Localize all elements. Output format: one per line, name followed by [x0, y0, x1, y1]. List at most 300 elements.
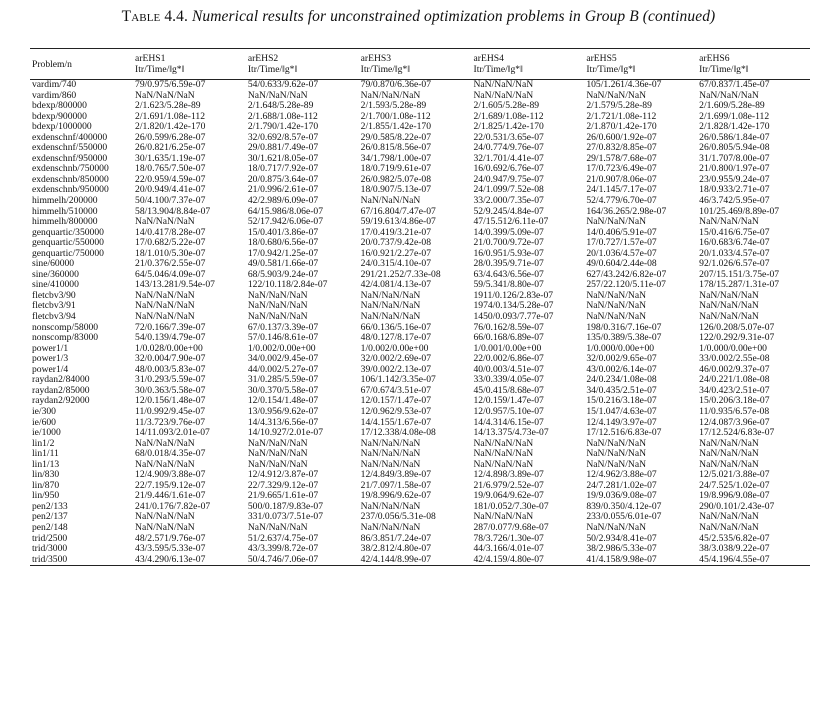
result-cell: 233/0.055/6.01e-07 [586, 512, 662, 523]
problem-cell: power1/4 [32, 364, 69, 375]
result-cell: NaN/NaN/NaN [699, 217, 759, 228]
result-cell: NaN/NaN/NaN [586, 90, 647, 101]
result-cell: 17/0.723/6.49e-07 [586, 164, 657, 175]
result-cell: 49/0.604/2.44e-08 [586, 259, 657, 270]
result-cell: NaN/NaN/NaN [699, 301, 759, 312]
result-cell: NaN/NaN/NaN [135, 290, 195, 301]
table-row [30, 449, 810, 460]
problem-cell: trid/3000 [32, 544, 68, 555]
result-cell: 43/3.399/8.72e-07 [247, 544, 319, 555]
result-cell: 2/1.623/5.28e-89 [135, 101, 201, 112]
problem-cell: fletcbv3/94 [32, 312, 76, 323]
column-header-name: arEHS3 [360, 53, 392, 64]
result-cell: 38/2.812/4.80e-07 [360, 544, 432, 555]
result-cell: 59/5.341/8.80e-07 [473, 280, 544, 291]
column-header-subtitle: Itr/Time/‖g*‖ [360, 64, 410, 75]
result-cell: 12/0.154/1.48e-07 [247, 396, 319, 407]
result-cell: NaN/NaN/NaN [135, 459, 195, 470]
table-row [30, 301, 810, 312]
problem-cell: ie/1000 [32, 428, 61, 439]
table-row [30, 228, 810, 239]
result-cell: 42/4.144/8.99e-07 [359, 555, 472, 566]
result-cell: 12/4.912/3.87e-07 [247, 470, 319, 481]
result-cell: 33/2.000/7.35e-07 [473, 196, 544, 207]
result-cell: NaN/NaN/NaN [473, 459, 534, 470]
result-cell: 76/0.162/8.59e-07 [473, 322, 544, 333]
result-cell: 49/0.581/1.66e-07 [247, 259, 319, 270]
result-cell: 12/4.087/3.96e-07 [699, 417, 770, 428]
problem-cell: ie/600 [32, 417, 56, 428]
result-cell: NaN/NaN/NaN [360, 459, 421, 470]
result-cell: 16/0.683/6.74e-07 [699, 238, 770, 249]
result-cell: NaN/NaN/NaN [135, 312, 195, 323]
result-cell: 207/15.151/3.75e-07 [699, 269, 780, 280]
result-cell: 20/0.949/4.41e-07 [135, 185, 206, 196]
result-cell: 30/0.363/5.58e-07 [135, 385, 206, 396]
result-cell: 43/3.595/5.33e-07 [135, 544, 206, 555]
result-cell: 41/4.158/9.98e-07 [584, 555, 697, 566]
result-cell: 19/9.036/9.08e-07 [586, 491, 657, 502]
result-cell: 21/9.665/1.61e-07 [247, 491, 319, 502]
result-cell: NaN/NaN/NaN [699, 290, 759, 301]
table-row [30, 481, 810, 492]
result-cell: 28/0.395/9.71e-07 [473, 259, 544, 270]
result-cell: 24/0.234/1.08e-08 [586, 375, 657, 386]
result-cell: NaN/NaN/NaN [360, 290, 421, 301]
table-row [30, 101, 810, 112]
result-cell: 22/0.531/3.65e-07 [473, 132, 544, 143]
table-row [30, 534, 810, 545]
result-cell: 42/2.989/6.09e-07 [247, 196, 319, 207]
result-cell: 2/1.700/1.08e-112 [360, 111, 431, 122]
result-cell: 32/1.701/4.41e-07 [473, 153, 544, 164]
result-cell: NaN/NaN/NaN [247, 438, 308, 449]
result-cell: 164/36.265/2.98e-07 [586, 206, 667, 217]
table-row [30, 249, 810, 260]
table-row [30, 418, 810, 429]
problem-cell: genquartic/550000 [32, 238, 104, 249]
result-cell: 78/3.726/1.30e-07 [473, 533, 544, 544]
result-cell: 11/0.935/6.57e-08 [699, 406, 770, 417]
result-cell: 2/1.855/1.42e-170 [360, 122, 432, 133]
result-cell: 67/0.137/3.39e-07 [247, 322, 319, 333]
result-cell: 105/1.261/4.36e-07 [586, 79, 662, 90]
result-cell: 11/3.723/9.76e-07 [135, 417, 206, 428]
result-cell: NaN/NaN/NaN [586, 312, 647, 323]
result-cell: 67/0.674/3.51e-07 [360, 385, 432, 396]
result-cell: 12/4.898/3.89e-07 [473, 470, 544, 481]
result-cell: 45/0.415/8.68e-07 [473, 385, 544, 396]
table-row [30, 365, 810, 376]
result-cell: 26/0.815/8.56e-07 [360, 143, 432, 154]
result-cell: 2/1.593/5.28e-89 [360, 101, 427, 112]
result-cell: 64/15.986/8.06e-07 [247, 206, 323, 217]
problem-cell: ie/300 [32, 406, 56, 417]
table-row [30, 386, 810, 397]
table-row [30, 344, 810, 355]
result-cell: NaN/NaN/NaN [247, 449, 308, 460]
result-cell: 12/0.157/1.47e-07 [360, 396, 432, 407]
result-cell: 1450/0.093/7.77e-07 [473, 312, 554, 323]
result-cell: 16/0.921/2.27e-07 [360, 248, 432, 259]
result-cell: 38/3.038/9.22e-07 [699, 544, 770, 555]
problem-cell: exdenschnf/950000 [32, 153, 108, 164]
problem-cell: trid/3500 [30, 555, 133, 566]
result-cell: NaN/NaN/NaN [586, 301, 647, 312]
result-cell: NaN/NaN/NaN [586, 459, 647, 470]
result-cell: 26/0.982/5.07e-08 [360, 174, 432, 185]
table-row [30, 491, 810, 502]
result-cell: 59/19.613/4.86e-07 [360, 217, 436, 228]
result-cell: NaN/NaN/NaN [473, 438, 534, 449]
result-cell: NaN/NaN/NaN [360, 449, 421, 460]
result-cell: 18/0.933/2.71e-07 [699, 185, 770, 196]
result-cell: 32/0.002/2.69e-07 [360, 354, 432, 365]
problem-cell: vardim/740 [32, 79, 77, 90]
result-cell: 67/0.837/1.45e-07 [699, 79, 770, 90]
result-cell: NaN/NaN/NaN [247, 90, 308, 101]
problem-cell: pen2/137 [32, 512, 68, 523]
result-cell: 31/0.293/5.59e-07 [135, 375, 206, 386]
result-cell: NaN/NaN/NaN [699, 90, 759, 101]
result-cell: NaN/NaN/NaN [360, 501, 421, 512]
result-cell: NaN/NaN/NaN [247, 312, 308, 323]
column-header-method [697, 49, 810, 80]
result-cell: 126/0.208/5.07e-07 [699, 322, 775, 333]
result-cell: 2/1.688/1.08e-112 [247, 111, 318, 122]
result-cell: 16/0.692/6.76e-07 [473, 164, 544, 175]
result-cell: NaN/NaN/NaN [247, 522, 308, 533]
table-row [30, 375, 810, 386]
caption-label: Table 4.4. [121, 8, 188, 25]
result-cell: NaN/NaN/NaN [586, 449, 647, 460]
result-cell: 46/3.742/5.95e-07 [699, 196, 770, 207]
result-cell: 20/1.036/4.57e-07 [586, 248, 657, 259]
result-cell: 22/0.959/4.59e-07 [135, 174, 206, 185]
result-cell: 12/4.962/3.88e-07 [586, 470, 657, 481]
result-cell: 68/5.903/9.24e-07 [247, 269, 319, 280]
result-cell: NaN/NaN/NaN [247, 459, 308, 470]
result-cell: 257/22.120/5.11e-07 [586, 280, 666, 291]
column-header-method [472, 49, 585, 80]
result-cell: NaN/NaN/NaN [473, 449, 534, 460]
result-cell: 14/4.155/1.67e-07 [360, 417, 432, 428]
result-cell: 20/0.737/9.42e-08 [360, 238, 432, 249]
result-cell: 1/0.002/0.00e+00 [360, 343, 429, 354]
column-header-name: arEHS6 [699, 53, 730, 64]
problem-cell: bdexp/1000000 [32, 122, 92, 133]
result-cell: 50/2.934/8.41e-07 [586, 533, 657, 544]
result-cell: 26/0.599/6.28e-07 [135, 132, 206, 143]
result-cell: 12/0.962/9.53e-07 [360, 406, 432, 417]
problem-cell: power1/3 [32, 354, 69, 365]
table-row [30, 270, 810, 281]
table-row [30, 185, 810, 196]
result-cell: 52/17.942/6.06e-07 [247, 217, 323, 228]
result-cell: NaN/NaN/NaN [135, 217, 195, 228]
column-header-method [584, 49, 697, 80]
problem-cell: fletcbv3/91 [32, 301, 76, 312]
result-cell: 2/1.579/5.28e-89 [586, 101, 652, 112]
table-row [30, 523, 810, 534]
problem-cell: trid/2500 [32, 533, 68, 544]
result-cell: NaN/NaN/NaN [586, 217, 647, 228]
result-cell: NaN/NaN/NaN [586, 438, 647, 449]
result-cell: 21/7.097/1.58e-07 [360, 480, 432, 491]
result-cell: 11/0.992/9.45e-07 [135, 406, 206, 417]
table-row [30, 544, 810, 555]
result-cell: 19/8.996/9.62e-07 [360, 491, 432, 502]
problem-cell: lin/830 [32, 470, 60, 481]
result-cell: 26/0.821/6.25e-07 [135, 143, 206, 154]
problem-cell: lin/950 [32, 491, 60, 502]
table-row [30, 354, 810, 365]
problem-cell: pen2/133 [32, 501, 68, 512]
result-cell: 26/0.805/5.94e-08 [699, 143, 770, 154]
problem-cell: exdenschnb/850000 [32, 174, 109, 185]
problem-cell: vardim/860 [32, 90, 77, 101]
problem-cell: genquartic/750000 [32, 248, 104, 259]
problem-cell: pen2/148 [32, 522, 68, 533]
result-cell: 40/0.003/4.51e-07 [473, 364, 544, 375]
result-cell: 12/4.849/3.89e-07 [360, 470, 432, 481]
result-cell: 57/0.146/8.61e-07 [247, 333, 319, 344]
column-header-name: arEHS5 [586, 53, 617, 64]
result-cell: 2/1.691/1.08e-112 [135, 111, 206, 122]
table-row [30, 112, 810, 123]
result-cell: 30/0.370/5.58e-07 [247, 385, 319, 396]
problem-cell: exdenschnb/950000 [32, 185, 109, 196]
result-cell: 44/3.166/4.01e-07 [473, 544, 544, 555]
result-cell: 22/7.329/9.12e-07 [247, 480, 319, 491]
result-cell: NaN/NaN/NaN [135, 90, 195, 101]
result-cell: 48/2.571/9.76e-07 [135, 533, 206, 544]
result-cell: 19/8.996/9.08e-07 [699, 491, 770, 502]
problem-cell: nonscomp/58000 [32, 322, 99, 333]
table-row [30, 80, 810, 91]
result-cell: 50/4.746/7.06e-07 [246, 555, 359, 566]
problem-cell: bdexp/900000 [32, 111, 87, 122]
result-cell: 1/0.000/0.00e+00 [699, 343, 767, 354]
result-cell: 54/0.633/9.62e-07 [247, 79, 319, 90]
table-row [30, 396, 810, 407]
result-cell: 287/0.077/9.68e-07 [473, 522, 549, 533]
result-cell: 178/15.287/1.31e-07 [699, 280, 780, 291]
table-row [30, 555, 810, 566]
result-cell: 34/1.798/1.00e-07 [360, 153, 432, 164]
result-cell: 198/0.316/7.16e-07 [586, 322, 662, 333]
result-cell: NaN/NaN/NaN [247, 301, 308, 312]
result-cell: 1974/0.134/5.28e-07 [473, 301, 554, 312]
result-cell: 30/1.635/1.19e-07 [135, 153, 206, 164]
result-cell: 143/13.281/9.54e-07 [135, 280, 215, 291]
result-cell: 290/0.101/2.43e-07 [699, 501, 775, 512]
result-cell: 38/2.986/5.33e-07 [586, 544, 657, 555]
result-cell: 22/7.195/9.12e-07 [135, 480, 206, 491]
table-row [30, 439, 810, 450]
result-cell: 14/0.399/5.09e-07 [473, 227, 544, 238]
table-row [30, 291, 810, 302]
result-cell: 15/0.401/3.86e-07 [247, 227, 319, 238]
result-cell: 18/0.719/9.61e-07 [360, 164, 432, 175]
table-row [30, 502, 810, 513]
result-cell: 16/0.951/5.93e-07 [473, 248, 544, 259]
result-cell: 67/16.804/7.47e-07 [360, 206, 436, 217]
result-cell: 30/1.621/8.05e-07 [247, 153, 319, 164]
result-cell: 17/12.516/6.83e-07 [586, 428, 662, 439]
result-cell: 627/43.242/6.82e-07 [586, 269, 667, 280]
result-cell: 12/4.909/3.88e-07 [135, 470, 206, 481]
result-cell: 24/1.099/7.52e-08 [473, 185, 544, 196]
result-cell: NaN/NaN/NaN [247, 290, 308, 301]
result-cell: 17/12.338/4.08e-08 [360, 428, 436, 439]
result-cell: 17/0.942/1.25e-07 [247, 248, 319, 259]
result-cell: 2/1.699/1.08e-112 [699, 111, 770, 122]
result-cell: 50/4.100/7.37e-07 [135, 196, 206, 207]
result-cell: 12/4.149/3.97e-07 [586, 417, 657, 428]
result-cell: 44/0.002/5.27e-07 [247, 364, 319, 375]
result-cell: 15/0.216/3.18e-07 [586, 396, 657, 407]
column-header-name: arEHS1 [135, 53, 166, 64]
result-cell: 181/0.052/7.30e-07 [473, 501, 549, 512]
result-cell: 42/4.081/4.13e-07 [360, 280, 432, 291]
result-cell: 24/7.281/1.02e-07 [586, 480, 657, 491]
problem-cell: lin1/11 [32, 449, 59, 460]
result-cell: 24/0.947/9.75e-07 [473, 174, 544, 185]
result-cell: 86/3.851/7.24e-07 [360, 533, 432, 544]
result-cell: 2/1.648/5.28e-89 [247, 101, 314, 112]
column-header-method [246, 49, 359, 80]
problem-cell: lin/870 [32, 480, 60, 491]
result-cell: 26/0.586/1.84e-07 [699, 132, 770, 143]
table-row [30, 91, 810, 102]
column-header-method [359, 49, 472, 80]
result-cell: 23/0.955/9.24e-07 [699, 174, 770, 185]
table-row [30, 428, 810, 439]
result-cell: 21/9.446/1.61e-07 [135, 491, 206, 502]
result-cell: 32/0.692/8.57e-07 [247, 132, 319, 143]
result-cell: 2/1.820/1.42e-170 [135, 122, 206, 133]
results-table [30, 48, 810, 566]
result-cell: 15/1.047/4.63e-07 [586, 406, 657, 417]
result-cell: 12/0.156/1.48e-07 [135, 396, 206, 407]
result-cell: 15/0.206/3.18e-07 [699, 396, 770, 407]
result-cell: 839/0.350/4.12e-07 [586, 501, 662, 512]
result-cell: 21/0.907/8.06e-07 [586, 174, 657, 185]
column-header-name: Problem/n [32, 58, 72, 70]
result-cell: 48/0.127/8.17e-07 [360, 333, 432, 344]
result-cell: NaN/NaN/NaN [135, 522, 195, 533]
result-cell: 22/0.002/6.86e-07 [473, 354, 544, 365]
problem-cell: lin1/13 [32, 459, 60, 470]
result-cell: 32/0.004/7.90e-07 [135, 354, 206, 365]
result-cell: 17/0.682/5.22e-07 [135, 238, 206, 249]
problem-cell: sine/410000 [32, 280, 79, 291]
result-cell: 92/1.026/6.57e-07 [699, 259, 770, 270]
result-cell: 101/25.469/8.89e-07 [699, 206, 780, 217]
result-cell: NaN/NaN/NaN [473, 512, 534, 523]
problem-cell: exdenschnb/750000 [32, 164, 109, 175]
result-cell: 2/1.825/1.42e-170 [473, 122, 544, 133]
table-row [30, 133, 810, 144]
problem-cell: power1/1 [32, 343, 69, 354]
result-cell: 2/1.870/1.42e-170 [586, 122, 657, 133]
table-row [30, 312, 810, 323]
result-cell: 64/5.046/4.09e-07 [135, 269, 206, 280]
result-cell: 14/0.417/8.28e-07 [135, 227, 206, 238]
problem-cell: himmelh/800000 [32, 217, 98, 228]
column-header-subtitle: Itr/Time/‖g*‖ [699, 64, 749, 75]
result-cell: 52/9.245/4.84e-07 [473, 206, 544, 217]
table-row [30, 154, 810, 165]
result-cell: NaN/NaN/NaN [699, 522, 759, 533]
result-cell: NaN/NaN/NaN [699, 459, 759, 470]
result-cell: 2/1.609/5.28e-89 [699, 101, 765, 112]
result-cell: 13/0.956/9.62e-07 [247, 406, 319, 417]
result-cell: 14/0.406/5.91e-07 [586, 227, 657, 238]
result-cell: 135/0.389/5.38e-07 [586, 333, 662, 344]
result-cell: 106/1.142/3.35e-07 [360, 375, 436, 386]
result-cell: 1/0.002/0.00e+00 [247, 343, 316, 354]
table-row [30, 470, 810, 481]
result-cell: 72/0.166/7.39e-07 [135, 322, 206, 333]
result-cell: 18/1.010/5.30e-07 [135, 248, 206, 259]
result-cell: 45/2.535/6.82e-07 [699, 533, 770, 544]
result-cell: 45/4.196/4.55e-07 [697, 555, 810, 566]
result-cell: 17/0.727/1.57e-07 [586, 238, 657, 249]
result-cell: 14/4.314/6.15e-07 [473, 417, 544, 428]
result-cell: 122/10.118/2.84e-07 [247, 280, 328, 291]
problem-cell: himmelh/200000 [32, 196, 98, 207]
problem-cell: sine/60000 [32, 259, 75, 270]
result-cell: 2/1.721/1.08e-112 [586, 111, 657, 122]
result-cell: 79/0.870/6.36e-07 [360, 79, 432, 90]
result-cell: 2/1.790/1.42e-170 [247, 122, 319, 133]
table-row [30, 164, 810, 175]
result-cell: 66/0.136/5.16e-07 [360, 322, 432, 333]
problem-cell: exdenschnf/400000 [32, 132, 108, 143]
result-cell: 1911/0.126/2.83e-07 [473, 290, 554, 301]
result-cell: 19/9.064/9.62e-07 [473, 491, 544, 502]
result-cell: 26/0.600/1.92e-07 [586, 132, 657, 143]
result-cell: NaN/NaN/NaN [360, 438, 421, 449]
result-cell: 21/6.979/2.52e-07 [473, 480, 544, 491]
result-cell: NaN/NaN/NaN [699, 438, 759, 449]
result-cell: 24/0.221/1.08e-08 [699, 375, 770, 386]
result-cell: NaN/NaN/NaN [699, 449, 759, 460]
result-cell: 34/0.435/2.51e-07 [586, 385, 657, 396]
result-cell: NaN/NaN/NaN [360, 90, 421, 101]
result-cell: 18/0.765/7.50e-07 [135, 164, 206, 175]
result-cell: 237/0.056/5.31e-08 [360, 512, 436, 523]
result-cell: 51/2.637/4.75e-07 [247, 533, 319, 544]
column-header-name: arEHS4 [473, 53, 504, 64]
result-cell: 33/0.339/4.05e-07 [473, 375, 544, 386]
table-row [30, 143, 810, 154]
result-cell: NaN/NaN/NaN [360, 196, 421, 207]
result-cell: 48/0.003/5.83e-07 [135, 364, 206, 375]
result-cell: NaN/NaN/NaN [586, 290, 647, 301]
result-cell: 31/0.285/5.59e-07 [247, 375, 319, 386]
result-cell: 21/0.800/1.97e-07 [699, 164, 770, 175]
result-cell: 42/4.159/4.80e-07 [472, 555, 585, 566]
problem-cell: raydan2/85000 [32, 385, 90, 396]
result-cell: 1/0.028/0.00e+00 [135, 343, 203, 354]
result-cell: 18/0.907/5.13e-07 [360, 185, 432, 196]
result-cell: 68/0.018/4.35e-07 [135, 449, 206, 460]
result-cell: 17/0.419/3.21e-07 [360, 227, 432, 238]
problem-cell: sine/360000 [32, 269, 79, 280]
